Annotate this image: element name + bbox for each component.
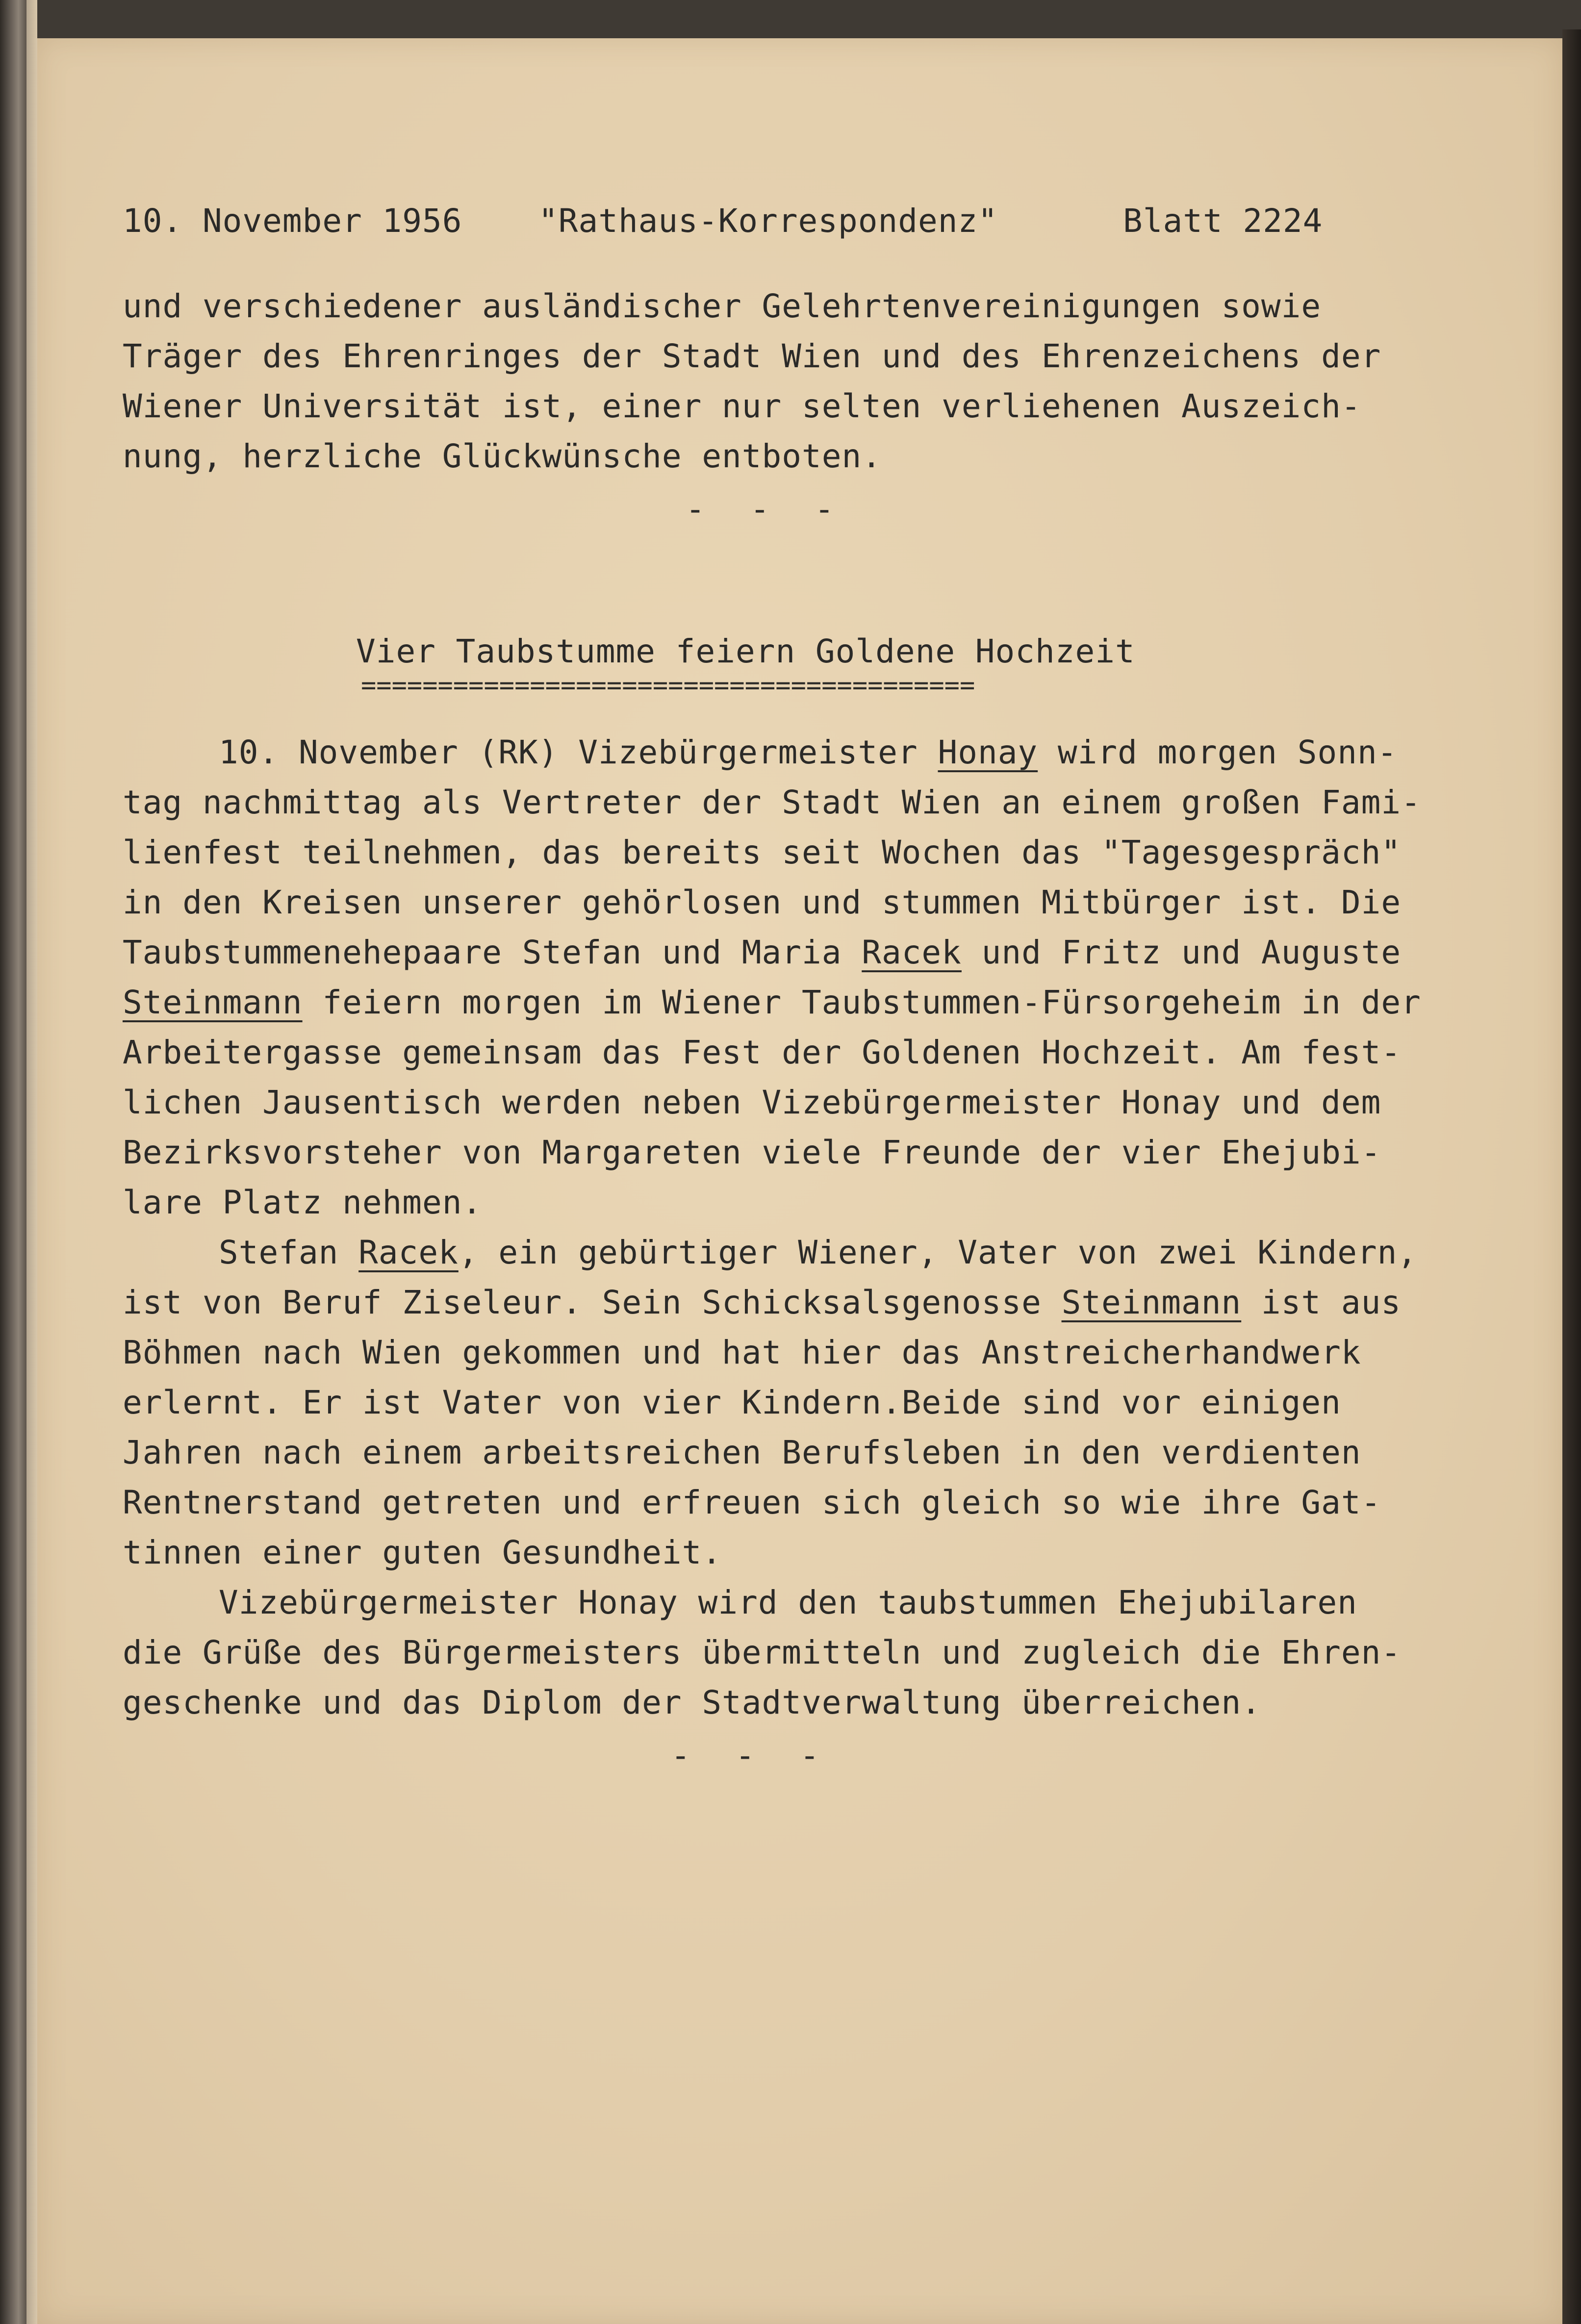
article-line: Rentnerstand getreten und erfreuen sich gleich so wie ihre Gat-: [123, 1484, 1381, 1521]
header-date: 10. November 1956: [123, 202, 462, 240]
article-line: geschenke und das Diplom der Stadtverwaltung überreichen.: [123, 1684, 1261, 1721]
continuation-line: und verschiedener ausländischer Gelehrtenvereinigungen sowie: [123, 287, 1322, 325]
header-publication: "Rathaus-Korrespondenz": [538, 202, 998, 240]
article-line: Steinmann feiern morgen im Wiener Taubstummen-Fürsorgeheim in der: [123, 984, 1421, 1021]
underlined-name-honay: Honay: [938, 733, 1038, 771]
end-separator: - - -: [671, 1737, 832, 1774]
paper-sheet: [37, 38, 1562, 2324]
underlined-name-racek: Racek: [358, 1234, 459, 1271]
article-line: tag nachmittag als Vertreter der Stadt Wien an einem großen Fami-: [123, 783, 1421, 821]
article-line: in den Kreisen unserer gehörlosen und stummen Mitbürger ist. Die: [123, 884, 1402, 921]
article-line: Taubstummenehepaare Stefan und Maria Racek und Fritz und Auguste: [123, 934, 1402, 971]
underlined-name-steinmann: Steinmann: [1061, 1284, 1242, 1321]
binding-edge: [0, 0, 26, 2324]
header-sheet-number: Blatt 2224: [1123, 202, 1323, 240]
section-separator: - - -: [686, 490, 847, 528]
underlined-name-steinmann: Steinmann: [123, 984, 303, 1021]
continuation-line: nung, herzliche Glückwünsche entboten.: [123, 437, 882, 475]
headline-double-rule: ========================================: [361, 673, 975, 698]
right-background: [1562, 29, 1581, 2324]
article-line: lichen Jausentisch werden neben Vizebürgermeister Honay und dem: [123, 1084, 1381, 1121]
article-line: die Grüße des Bürgermeisters übermitteln und zugleich die Ehren-: [123, 1634, 1402, 1671]
article-line: Stefan Racek, ein gebürtiger Wiener, Vater von zwei Kindern,: [219, 1234, 1418, 1271]
article-line: Jahren nach einem arbeitsreichen Berufsleben in den verdienten: [123, 1434, 1361, 1471]
article-line: Vizebürgermeister Honay wird den taubstummen Ehejubilaren: [219, 1584, 1357, 1621]
article-line: Böhmen nach Wien gekommen und hat hier das Anstreicherhandwerk: [123, 1334, 1361, 1371]
article-line: 10. November (RK) Vizebürgermeister Honay wird morgen Sonn-: [219, 733, 1398, 771]
page-edge: [26, 0, 37, 2324]
article-line: ist von Beruf Ziseleur. Sein Schicksalsgenosse Steinmann ist aus: [123, 1284, 1402, 1321]
article-line: tinnen einer guten Gesundheit.: [123, 1534, 722, 1571]
article-line: Arbeitergasse gemeinsam das Fest der Goldenen Hochzeit. Am fest-: [123, 1034, 1402, 1071]
article-line: Bezirksvorsteher von Margareten viele Freunde der vier Ehejubi-: [123, 1134, 1381, 1171]
article-line: lare Platz nehmen.: [123, 1184, 483, 1221]
continuation-line: Wiener Universität ist, einer nur selten verliehenen Auszeich-: [123, 387, 1361, 425]
article-line: erlernt. Er ist Vater von vier Kindern.Beide sind vor einigen: [123, 1384, 1341, 1421]
article-line: lienfest teilnehmen, das bereits seit Wochen das "Tagesgespräch": [123, 834, 1402, 871]
article-headline: Vier Taubstumme feiern Goldene Hochzeit: [356, 632, 1135, 670]
underlined-name-racek: Racek: [862, 934, 962, 971]
continuation-line: Träger des Ehrenringes der Stadt Wien und des Ehrenzeichens der: [123, 337, 1381, 375]
